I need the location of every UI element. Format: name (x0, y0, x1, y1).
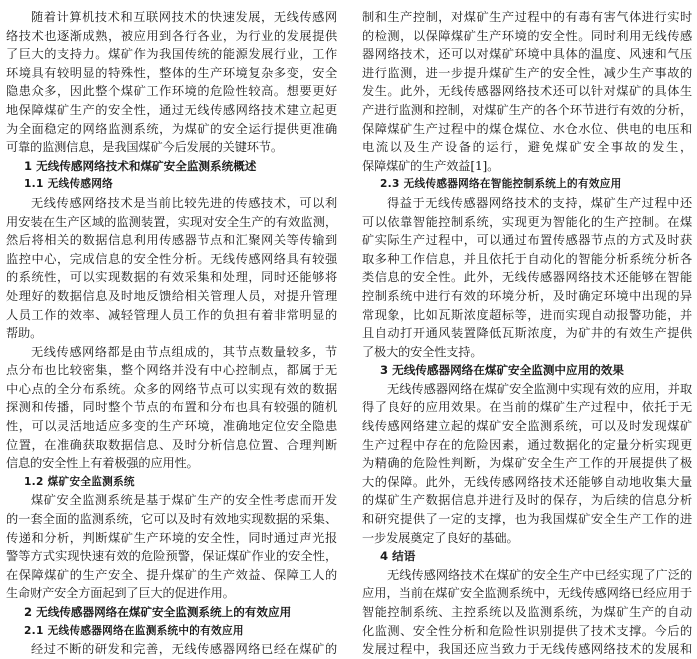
text-line: 和研究提供了一定的支撑，也为我国煤矿安全生产工作的进 (362, 512, 692, 527)
subsection-heading: 1.1 无线传感网络 (24, 178, 114, 191)
text-line: 发展过程中，我国还应当致力于无线传感网络技术的发展和 (362, 642, 692, 657)
text-line: 保障煤矿生产过程中的煤仓煤位、水仓水位、供电的电压和 (362, 121, 692, 136)
text-line: 的煤矿生产数据信息并进行及时的保存，为后续的信息分析 (362, 493, 692, 508)
text-line: 地保障煤矿生产的安全性，通过无线传感网络技术建立起更 (6, 102, 337, 117)
text-line: 为全面稳定的网络监测系统，为煤矿的安全运行提供更准确 (6, 121, 337, 136)
text-line: 警等方式实现快速有效的危险预警，保证煤矿作业的安全性， (6, 549, 337, 564)
text-line: 然后将相关的数据信息利用传感器节点和汇聚网关等传输到 (6, 233, 337, 248)
text-line: 中心点的全分布系统。众多的网络节点可以实现有效的数据 (6, 381, 337, 396)
text-line: 产进行监测和控制，对煤矿生产的各个环节进行有效的分析， (362, 102, 692, 117)
text-line: 为精确的危险性判断，为煤矿安全生产工作的开展提供了极 (362, 456, 692, 471)
text-line: 经过不断的研发和完善，无线传感器网络已经在煤矿的 (31, 642, 337, 657)
text-line: 取多种工作信息，并且依托于自动化的智能分析系统分析各 (362, 251, 692, 266)
text-line: 无线传感网络都是由节点组成的，其节点数量较多，节 (31, 344, 337, 359)
text-line: 点分布也比较密集，整个网络并没有中心控制点，都属于无 (6, 363, 337, 378)
text-line: 线传感网络建立起的煤矿安全监测系统，可以及时发现煤矿 (362, 419, 692, 434)
text-line: 器网络技术，还可以对煤矿环境中具体的温度、风速和气压 (362, 47, 692, 62)
text-line: 进行监测，进一步提升煤矿生产的安全性，减少生产事故的 (362, 65, 692, 80)
text-line: 的一套全面的监测系统，它可以及时有效地实现数据的采集、 (6, 512, 337, 527)
section-heading: 4 结语 (380, 549, 416, 564)
text-line: 生命财产安全方面起到了巨大的促进作用。 (6, 586, 235, 601)
text-line: 了极大的安全性支持。 (362, 344, 483, 359)
text-line: 无线传感器网络在煤矿安全监测中实现有效的应用，并取 (387, 381, 692, 396)
text-line: 探测和传播，同时整个节点的布置和分布也具有较强的随机 (6, 400, 337, 415)
text-line: 煤矿安全监测系统是基于煤矿生产的安全性考虑而开发 (31, 493, 337, 508)
text-line: 智能控制系统、主控系统以及监测系统，为煤矿生产的自动 (362, 605, 692, 619)
text-line: 帮助。 (6, 326, 43, 341)
section-heading: 3 无线传感器网络在煤矿安全监测中应用的效果 (380, 363, 624, 378)
text-line: 在保障煤矿的生产安全、提升煤矿的生产效益、保障工人的 (6, 567, 337, 582)
text-line: 可靠的监测信息，是我国煤矿今后发展的关键环节。 (6, 140, 283, 155)
text-line: 化监测、安全性分析和危险性识别提供了技术支撑。今后的 (362, 623, 692, 638)
text-line: 得益于无线传感器网络技术的支持，煤矿生产过程中还 (387, 195, 692, 210)
text-line: 信息的安全性上有着极强的应用性。 (6, 456, 199, 471)
text-line: 控制系统中进行有效的环境分析，及时确定环境中出现的异 (362, 288, 692, 303)
text-line: 传递和分析，判断煤矿生产环境的安全性，同时通过声光报 (6, 530, 337, 545)
text-line: 常现象，比如瓦斯浓度超标等，进而实现自动报警功能，并 (362, 307, 692, 322)
left-column (6, 8, 337, 659)
text-line: 得了良好的应用效果。在当前的煤矿生产过程中，依托于无 (362, 400, 692, 415)
text-line: 了巨大的支持力。煤矿作为我国传统的能源发展行业，工作 (6, 47, 337, 62)
text-line: 处理好的数据信息及时地反馈给相关管理人员，对提升管理 (6, 288, 337, 303)
text-line: 位置，在准确获取数据信息、及时分析信息位置、合理判断 (6, 437, 337, 452)
text-line: 可以依靠智能控制系统，实现更为智能化的生产控制。在煤 (362, 214, 692, 229)
text-line: 类信息的安全性。此外，无线传感器网络技术还能够在智能 (362, 270, 692, 285)
subsection-heading: 2.3 无线传感器网络在智能控制系统上的有效应用 (380, 178, 622, 191)
text-line: 性，可以灵活地适应多变的生产环境，准确地定位安全隐患 (6, 419, 337, 434)
section-heading: 1 无线传感网络技术和煤矿安全监测系统概述 (24, 158, 257, 173)
text-line: 保障煤矿的生产效益[1]。 (362, 158, 500, 173)
text-line: 隐患众多，因此整个煤矿工作环境的危险性较高。想要更好 (6, 84, 337, 99)
text-line: 用安装在生产区域的监测装置，实现对安全生产的有效监测， (6, 214, 337, 229)
section-heading: 2 无线传感器网络在煤矿安全监测系统上的有效应用 (24, 605, 292, 619)
text-line: 大的保障。此外，无线传感网络技术还能够自动地收集大量 (362, 474, 692, 489)
text-line: 的检测，以保障煤矿生产环境的安全性。同时利用无线传感 (362, 28, 692, 43)
text-line: 人员工作的效率、减轻管理人员工作的负担有着非常明显的 (6, 307, 337, 322)
text-line: 环境具有较明显的特殊性，整体的生产环境复杂多变，安全 (6, 65, 337, 80)
text-line: 随着计算机技术和互联网技术的快速发展，无线传感网 (31, 10, 337, 24)
text-line: 发生。此外，无线传感器网络技术还可以针对煤矿的具体生 (362, 84, 692, 99)
text-line: 生产过程中存在的危险因素，通过数据化的定量分析实现更 (362, 437, 692, 452)
text-line: 络技术也逐渐成熟，被应用到各行各业，为行业的发展提供 (6, 28, 337, 43)
subsection-heading: 1.2 煤矿安全监测系统 (24, 475, 135, 488)
text-line: 应用，当前在煤矿安全监测系统中，无线传感网络已经应用于 (362, 586, 692, 601)
subsection-heading: 2.1 无线传感器网络在监测系统中的有效应用 (24, 624, 244, 637)
text-line: 监控中心，完成信息的安全性分析。无线传感网络具有较强 (6, 251, 337, 266)
text-line: 制和生产控制，对煤矿生产过程中的有毒有害气体进行实时 (362, 10, 692, 24)
text-line: 一步发展奠定了良好的基础。 (362, 530, 519, 545)
right-column (362, 8, 692, 659)
text-line: 无线传感网络技术是当前比较先进的传感技术，可以利 (31, 195, 337, 210)
text-line: 且自动打开通风装置降低瓦斯浓度，为矿井的有效生产提供 (362, 326, 692, 341)
text-line: 的系统性，可以实现数据的有效采集和处理，同时还能够将 (6, 270, 337, 285)
text-line: 矿实际生产过程中，可以通过布置传感器节点的方式及时获 (362, 233, 692, 248)
text-line: 电流以及生产设备的运行，避免煤矿安全事故的发生， (362, 140, 692, 155)
text-line: 无线传感网络技术在煤矿的安全生产中已经实现了广泛的 (387, 567, 692, 582)
